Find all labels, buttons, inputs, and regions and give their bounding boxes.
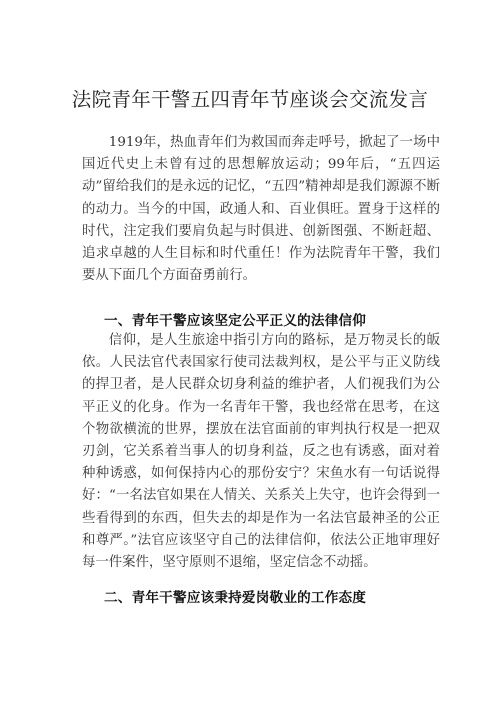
intro-paragraph: 1919年，热血青年们为救国而奔走呼号，掀起了一场中国近代史上未曾有过的思想解放运动；99年后，“五四运动”留给我们的是永远的记忆，“五四”精神却是我们源源不断的动力。当今的中国，政通人和、百业俱旺。置身于这样的时代，注定我们要肩负起与时俱进、创新图强、不断赶超、追求卓越的人生目标和时代重任！作为法院青年干警，我们要从下面几个方面奋勇前行。 [82,135,440,284]
document-title: 法院青年干警五四青年节座谈会交流发言 [71,88,429,111]
section-heading-2: 二、青年干警应该秉持爱岗敬业的工作态度 [104,590,367,606]
section-heading-1: 一、青年干警应该坚定公平正义的法律信仰 [104,313,367,329]
section-1-paragraph: 信仰，是人生旅途中指引方向的路标，是万物灵长的皈依。人民法官代表国家行使司法裁判权，是公平与正义防线的捍卫者，是人民群众切身利益的维护者，人们视我们为公平正义的化身。作为一名青年干警，我也经常在思考，在这个物欲横流的世界，摆放在法官面前的审判执行权是一把双刃剑，它关系着当事人的切身利益，反之也有诱惑，面对着种种诱惑，如何保持内心的那份安宁？宋鱼水有一句话说得好：“一名法官如果在人情关、关系关上失守，也许会得到一些看得到的东西，但失去的却是作为一名法官最神圣的公正和尊严。”法官应该坚守自己的法律信仰，依法公正地审理好每一件案件，坚守原则不退缩，坚定信念不动摇。 [82,333,440,571]
